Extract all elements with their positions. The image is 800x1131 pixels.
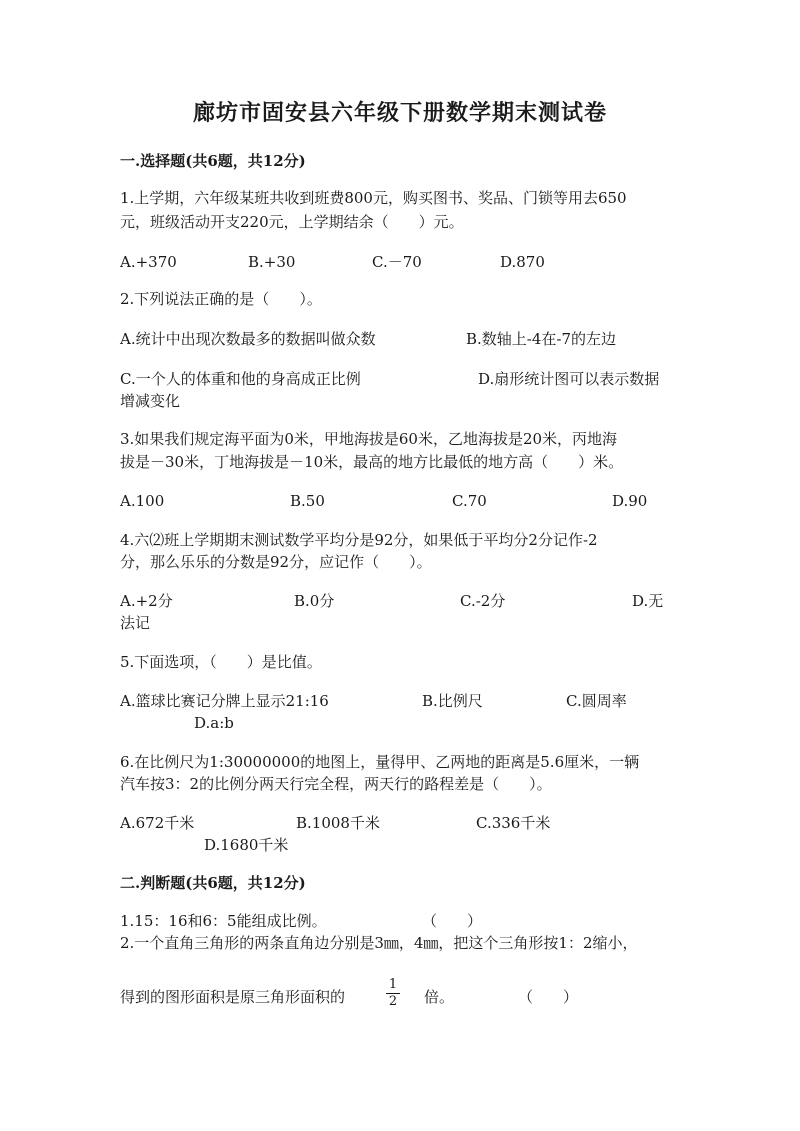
question-4-line-2: 分，那么乐乐的分数是92分，应记作（ ）。 (120, 553, 432, 571)
question-1-option-d: D.870 (500, 253, 545, 271)
judgement-2-line-1: 2.一个直角三角形的两条直角边分别是3㎜，4㎜，把这个三角形按1：2缩小， (120, 934, 638, 952)
question-4-option-b: B.0分 (294, 592, 335, 610)
question-4-option-d: D.无 (632, 592, 664, 610)
fraction-denominator: 2 (388, 994, 398, 1009)
question-5-option-d: D.a:b (194, 714, 234, 732)
question-6-option-a: A.672千米 (120, 814, 195, 832)
question-2-option-a: A.统计中出现次数最多的数据叫做众数 (120, 330, 376, 348)
question-4-option-c: C.-2分 (460, 592, 506, 610)
question-1-option-c: C.－70 (372, 253, 422, 271)
judgement-1-text: 1.15：16和6：5能组成比例。 (120, 912, 327, 930)
question-2-line-1: 2.下列说法正确的是（ ）。 (120, 290, 322, 308)
question-1-option-a: A.+370 (120, 253, 177, 271)
question-6-line-2: 汽车按3：2的比例分两天行完全程，两天行的路程差是（ ）。 (120, 775, 552, 793)
question-4-line-1: 4.六⑵班上学期期末测试数学平均分是92分，如果低于平均分2分记作-2 (120, 531, 598, 549)
question-3-option-d: D.90 (612, 492, 648, 510)
section-heading-choice: 一.选择题(共6题，共12分) (120, 152, 306, 170)
section-heading-judgement: 二.判断题(共6题，共12分) (120, 874, 306, 892)
question-3-line-2: 拔是－30米，丁地海拔是－10米，最高的地方比最低的地方高（ ）米。 (120, 453, 624, 471)
question-3-option-b: B.50 (290, 492, 325, 510)
question-2-option-b: B.数轴上-4在-7的左边 (466, 330, 617, 348)
question-5-option-a: A.篮球比赛记分牌上显示21:16 (120, 692, 329, 710)
question-2-option-d-cont: 增减变化 (120, 392, 181, 410)
page-title: 廊坊市固安县六年级下册数学期末测试卷 (192, 100, 607, 126)
question-5-option-b: B.比例尺 (422, 692, 483, 710)
question-1-option-b: B.+30 (248, 253, 296, 271)
question-2-option-d: D.扇形统计图可以表示数据 (478, 370, 660, 388)
question-3-option-a: A.100 (120, 492, 165, 510)
question-2-option-c: C.一个人的体重和他的身高成正比例 (120, 370, 361, 388)
fraction (386, 978, 400, 1009)
judgement-2-line-2: 得到的图形面积是原三角形面积的 (120, 988, 346, 1006)
question-3-option-c: C.70 (452, 492, 487, 510)
judgement-2-suffix: 倍。 (424, 988, 455, 1006)
question-5-line-1: 5.下面选项，（ ）是比值。 (120, 653, 322, 671)
question-4-option-d-cont: 法记 (120, 614, 151, 632)
question-4-option-a: A.+2分 (120, 592, 173, 610)
fraction-numerator: 1 (388, 977, 398, 992)
question-6-option-b: B.1008千米 (296, 814, 380, 832)
question-6-line-1: 6.在比例尺为1:30000000的地图上，量得甲、乙两地的距离是5.6厘米，一辆 (120, 753, 640, 771)
question-6-option-d: D.1680千米 (204, 836, 289, 854)
question-1-line-1: 1.上学期，六年级某班共收到班费800元，购买图书、奖品、门锁等用去650 (120, 189, 627, 207)
question-6-option-c: C.336千米 (476, 814, 551, 832)
judgement-2-blank: （ ） (518, 988, 579, 1006)
question-1-line-2: 元，班级活动开支220元，上学期结余（ ）元。 (120, 213, 464, 231)
judgement-1-blank: （ ） (422, 912, 483, 930)
question-5-option-c: C.圆周率 (566, 692, 627, 710)
question-3-line-1: 3.如果我们规定海平面为0米，甲地海拔是60米，乙地海拔是20米，丙地海 (120, 430, 618, 448)
